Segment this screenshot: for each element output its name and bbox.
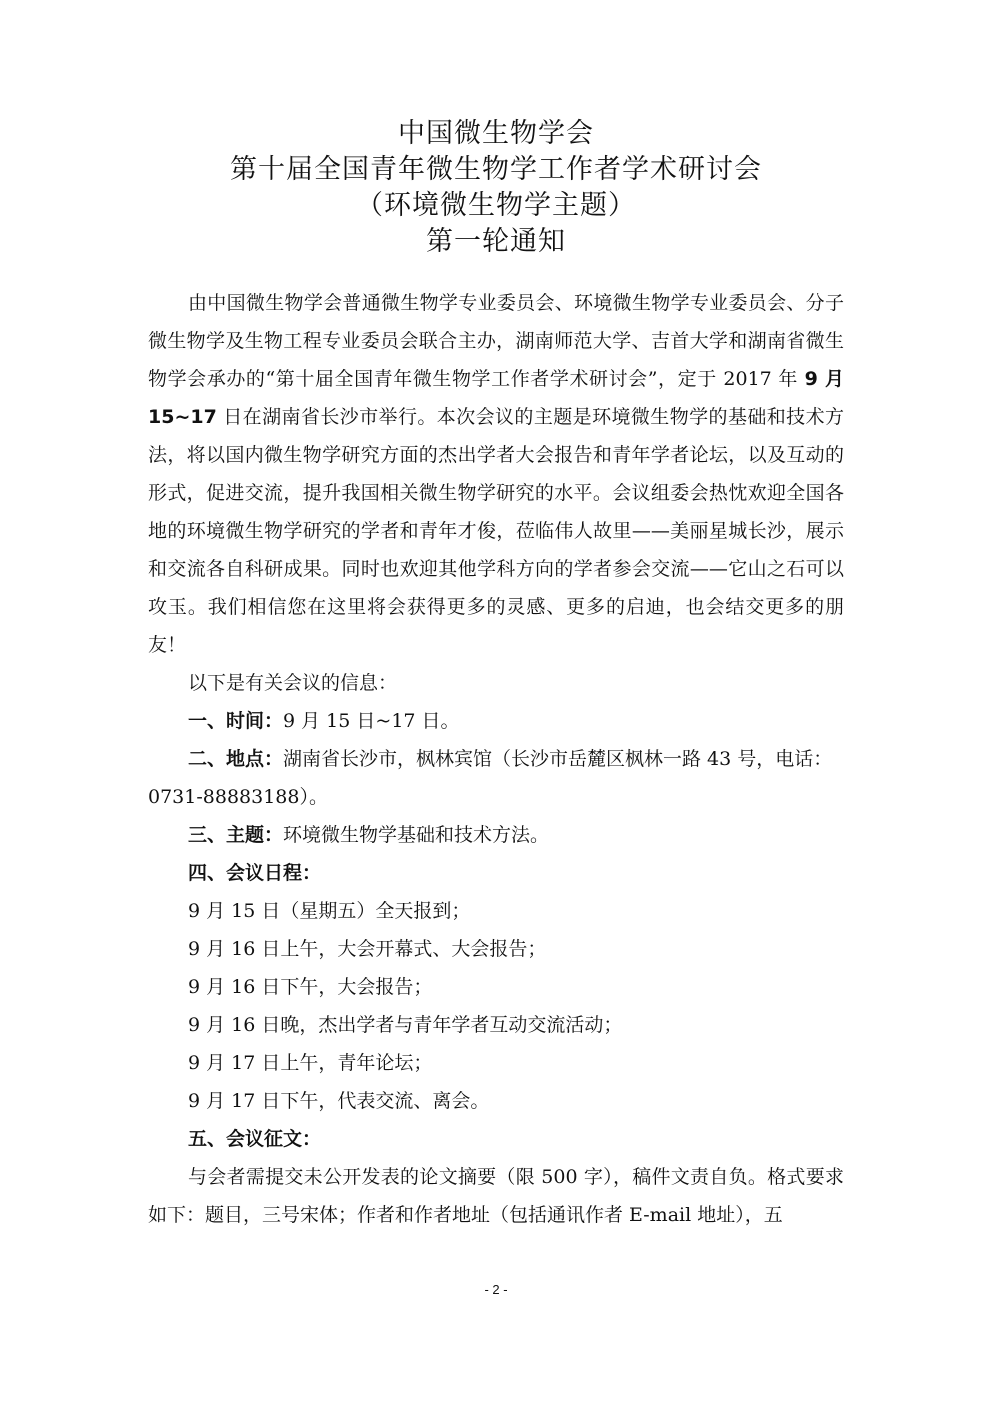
society-name: 中国微生物学会 [398,118,594,149]
conference-title: 第十届全国青年微生物学工作者学术研讨会 [230,154,762,185]
document-body [148,284,844,1234]
place-value: 湖南省长沙市，枫林宾馆（长沙市岳麓区枫林一路 43 号，电话： [283,748,833,770]
intro-text-b: 日在湖南省长沙市举行。本次会议的主题是环境微生物学的基础和技术方法，将以国内微生物学研究方面的杰出学者大会报告和青年学者论坛，以及互动的形式，促进交流，提升我国相关微生物学研究的水平。会议组委会热忱欢迎全国各地的环境微生物学研究的学者和青年才俊，莅临伟人故里——美丽星城长沙，展示和交流各自科研成果。同时也欢迎其他学科方向的学者参会交流——它山之石可以攻玉。我们相信您在这里将会获得更多的灵感、更多的启迪，也会结交更多的朋友！ [148,406,844,656]
lead-line: 以下是有关会议的信息： [188,672,398,694]
schedule-item: 9 月 17 日下午，代表交流、离会。 [188,1090,490,1112]
place-label: 二、地点： [188,748,284,770]
theme-value: 环境微生物学基础和技术方法。 [283,824,550,846]
title-block [0,116,992,260]
place-item [148,740,844,778]
papers-label: 五、会议征文： [188,1128,322,1150]
schedule-item: 9 月 15 日（星期五）全天报到； [188,900,471,922]
intro-paragraph [148,284,844,664]
schedule-label: 四、会议日程： [188,862,322,884]
page-number: - 2 - [484,1282,508,1297]
theme-item [148,816,844,854]
place-phone: 0731-88883188）。 [148,786,328,808]
time-label: 一、时间： [188,710,284,732]
conference-theme: （环境微生物学主题） [356,190,636,221]
schedule-item: 9 月 16 日上午，大会开幕式、大会报告； [188,938,547,960]
intro-text-a: 由中国微生物学会普通微生物学专业委员会、环境微生物学专业委员会、分子微生物学及生物工程专业委员会联合主办，湖南师范大学、吉首大学和湖南省微生物学会承办的“第十届全国青年微生物学工作者学术研讨会”，定于 2017 年 [148,292,844,390]
papers-paragraph: 与会者需提交未公开发表的论文摘要（限 500 字），稿件文责自负。格式要求如下：题目，三号宋体；作者和作者地址（包括通讯作者 E-mail 地址），五 [148,1166,844,1226]
schedule-item: 9 月 17 日上午，青年论坛； [188,1052,433,1074]
notice-title: 第一轮通知 [426,226,566,257]
time-item [148,702,844,740]
schedule-item: 9 月 16 日晚，杰出学者与青年学者互动交流活动； [188,1014,623,1036]
time-value: 9 月 15 日~17 日。 [283,710,460,732]
intro-date: 9 月 15~17 [148,368,844,428]
schedule-item: 9 月 16 日下午，大会报告； [188,976,433,998]
theme-label: 三、主题： [188,824,284,846]
